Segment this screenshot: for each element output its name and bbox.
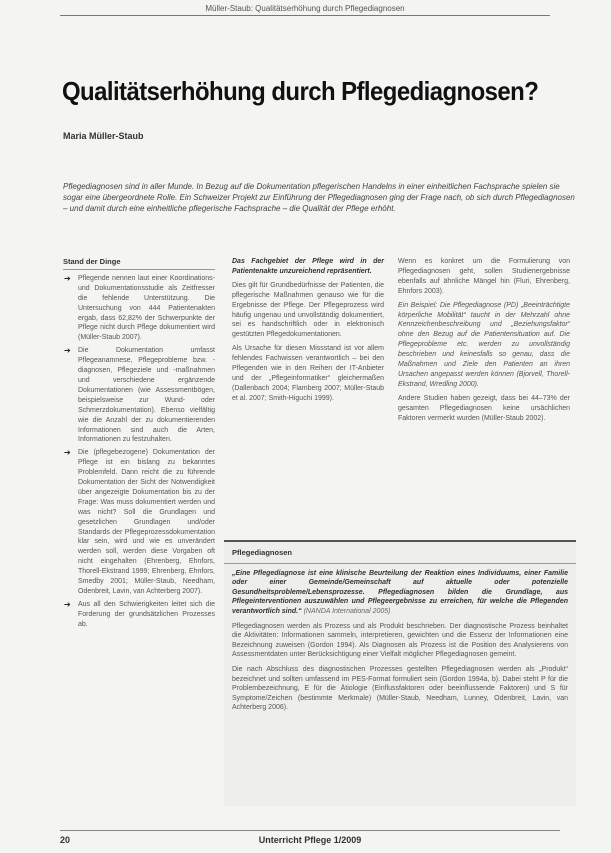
paragraph: Wenn es konkret um die Formulierung von Pflegediagnosen geht, sollen Studienergebnisse ebenfalls auf ähnliche Mängel hin (Fluri, Ehrenberg, Ehnfors 2003). [398, 258, 570, 295]
lead-paragraph: Das Fachgebiet der Pflege wird in der Patientenakte unzureichend repräsentiert. [232, 258, 384, 275]
list-item [63, 600, 215, 630]
column-1 [63, 257, 215, 633]
journal-name: Unterricht Pflege 1/2009 [258, 835, 362, 845]
list-item-text: Pflegende nennen laut einer Koordinations- und Dokumentationsstudie als Zeitfresser die fehlende Unterstützung. Die Untersuchung von 444 Patientenakten ergab, dass 62,82% der Schwerpunkte der Pflege nicht durch Pflege dokumentiert wird (Müller-Staub 2007). [78, 274, 215, 342]
running-head: Müller-Staub: Qualitätserhöhung durch Pflegediagnosen [60, 4, 550, 16]
page-number: 20 [60, 835, 71, 845]
list-item-text: Die (pflegebezogene) Dokumentation der Pflege ist ein bislang zu bekanntes Problemfeld. Dann reicht die zu führende Dokumentation der Sicht der Notwendigkeit über angezeigte Dokumentation bis zu der Frage: Was muss dokumentiert werden und was nicht? Soll die Grundlagen und gesetzlichen Grundlagen und/oder Standards der Pflegeprozessdokumentation klar sein, wird und wie es unverändert werden soll, werden diese Vorgaben oft nicht eingehalten (Ehrenberg, Ehnfors, Thorell-Ekstrand 1999; Ehrenberg, Ehnfors, Smedby 2001; Müller-Staub, Needham, Odenbreit, Lavin, van Achterberg 2007). [78, 449, 215, 595]
definition-source: (NANDA International 2005) [303, 607, 391, 615]
definition-text: „Eine Pflegediagnose ist eine klinische Beurteilung der Reaktion eines Individuums, einer Familie oder einer Gemeinde/Gemeinschaft auf aktuelle oder potenzielle Gesundheitsprobleme/Lebensprozesse. Pflegediagnosen bilden die Grundlage, aus Pflegeinterventionen auszuwählen und Pflegeergebnisse zu erreichen, für welche die Pflegenden verantwortlich sind.“ [232, 569, 568, 615]
list-item-text: Aus all den Schwierigkeiten leitet sich die Forderung der grundsätzlichen Prozesses ab. [78, 600, 215, 628]
list-item [63, 448, 215, 597]
paragraph: Pflegediagnosen werden als Prozess und als Produkt beschrieben. Der diagnostische Prozess beinhaltet die Aktivitäten: Informationen sammeln, interpretieren, gewichten und die Essenz der Informationen eine Bezeichnung zuweisen (Gordon 1994). Als Diagnosen als Prozess ist die Position des Analysierens von Assessmentdaten unter Berücksichtigung einer Vielfalt möglicher Pflegediagnosen gemeint. [232, 622, 568, 659]
list-item [63, 274, 215, 343]
arrow-bullet-icon: ➔ [64, 346, 71, 356]
column-2 [232, 257, 384, 408]
list-item [63, 346, 215, 445]
page-footer [60, 835, 560, 847]
bullet-list [63, 274, 215, 630]
paragraph: Dies gilt für Grundbedürfnisse der Patienten, die pflegerische Maßnahmen genauso wie für die Ergebnisse der Pflege. Der Pflegeprozess wird häufig ungenau und unvollständig dokumentiert, sei es handschriftlich oder in elektronisch gestützten Pflegedokumentationen. [232, 281, 384, 339]
article-title: Qualitätserhöhung durch Pflegediagnosen? [62, 76, 539, 106]
list-item-text: Die Dokumentation umfasst Pflegeanamnese, Pflegeprobleme bzw. -diagnosen, Pflegeziele und -maßnahmen und verschiedene ergänzende Dokumentationen (wie Assessmentbögen, beispielsweise zur Wund- oder Schmerzdokumentation). Ebenso vielfältig wie die Anzahl der zu dokumentierenden Informationen sind auch die Arten, Informationen zu festzuhalten. [78, 347, 215, 444]
abstract: Pflegediagnosen sind in aller Munde. In Bezug auf die Dokumentation pflegerischen Handelns in einer einheitlichen Fachsprache spielen sie sogar eine übergeordnete Rolle. Ein Schweizer Projekt zur Einführung der Pflegediagnosen ging der Frage nach, ob sich durch Pflegediagnosen – und damit durch eine einheitliche pflegerische Fachsprache – die Qualität der Pflege erhöht. [63, 182, 575, 213]
arrow-bullet-icon: ➔ [64, 273, 71, 283]
paragraph: Andere Studien haben gezeigt, dass bei 44–73% der gesamten Pflegediagnosen keine ursächlichen Faktoren vermerkt wurden (Müller-Staub 2002). [398, 394, 570, 422]
arrow-bullet-icon: ➔ [64, 599, 71, 609]
paragraph: Als Ursache für diesen Missstand ist vor allem fehlendes Fachwissen verantwortlich – bei den Pflegenden wie in den Reihen der IT-Anbieter und der „Pflegeinformatiker“ gleichermaßen (Dallenbach 2004; Flamberg 2007; Müller-Staub et al. 2007; Smith-Higuchi 1999). [232, 345, 384, 402]
info-box-heading: Pflegediagnosen [224, 542, 576, 564]
example-paragraph: Ein Beispiel: Die Pflegediagnose (PD) „Beeinträchtigte körperliche Mobilität“ taucht in der Mehrzahl ohne Kennzeichenbeschreibung und „Beziehungsfaktor“ ohne den Bezug auf die Patientensituation auf. Die Pflegeprobleme etc. werden zu unvollständig beschrieben und keinesfalls so genau, dass die Maßnahmen und Ziele den Patienten an ihren Ursachen angepasst werden können (Bjorvell, Thorell-Ekstrand, Wredling 2000). [398, 301, 570, 388]
arrow-bullet-icon: ➔ [64, 448, 71, 458]
paragraph: Die nach Abschluss des diagnostischen Prozesses gestellten Pflegediagnosen werden als „Produkt“ bezeichnet und sollten umfassend im PES-Format formuliert sein (Gordon 1994a, b). Dabei steht P für die Problembezeichnung, E für die Ätiologie (Einflussfaktoren oder beeinflussende Faktoren) und S für Symptome/Zeichen (bestimmte Merkmale) (Müller-Staub, Needham, Lunney, Odenbreit, Lavin, van Achterberg 2006). [232, 665, 568, 712]
section-heading: Stand der Dinge [63, 257, 215, 270]
footer-rule [60, 830, 560, 831]
info-box [224, 540, 576, 806]
column-3 [398, 257, 570, 428]
author-name: Maria Müller-Staub [63, 131, 144, 141]
